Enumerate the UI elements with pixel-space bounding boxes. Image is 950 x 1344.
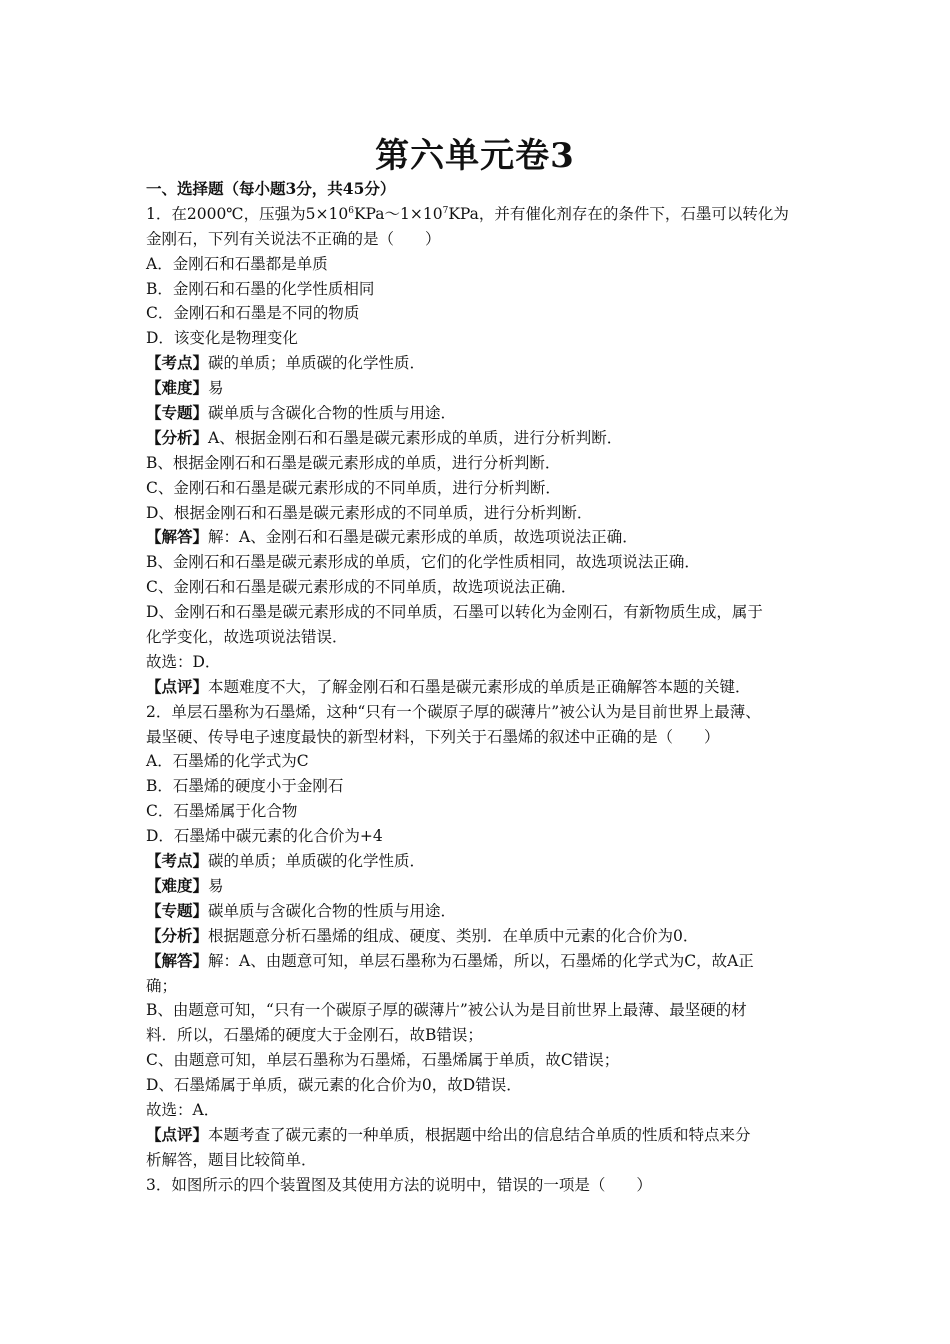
section-heading: 一、选择题（每小题3分，共45分） — [146, 179, 396, 198]
q1-option-c: C．金刚石和石墨是不同的物质 — [146, 304, 360, 323]
q1-jieda-line3: C、金刚石和石墨是碳元素形成的不同单质，故选项说法正确． — [146, 578, 577, 597]
q2-jieda-line2: 确； — [146, 976, 178, 995]
q2-kaodian: 【考点】碳的单质；单质碳的化学性质． — [146, 851, 426, 871]
q2-zhuanti: 【专题】碳单质与含碳化合物的性质与用途． — [146, 900, 457, 920]
q2-option-b: B．石墨烯的硬度小于金刚石 — [146, 777, 344, 796]
q2-option-d: D．石墨烯中碳元素的化合价为+4 — [146, 827, 383, 846]
q1-jieda-line5: 化学变化，故选项说法错误． — [146, 628, 348, 647]
q2-dianping-line2: 析解答，题目比较简单． — [146, 1150, 317, 1169]
q1-fenxi-line3: C、金刚石和石墨是碳元素形成的不同单质，进行分析判断． — [146, 478, 561, 497]
q2-stem-line2: 最坚硬、传导电子速度最快的新型材料，下列关于石墨烯的叙述中正确的是（ ） — [146, 727, 720, 746]
q1-answer: 故选：D． — [146, 652, 221, 671]
q1-jieda-line1: 【解答】解：A、金刚石和石墨是碳元素形成的单质，故选项说法正确． — [146, 527, 638, 547]
q2-option-a: A．石墨烯的化学式为C — [146, 752, 309, 771]
q1-nandu: 【难度】易 — [146, 378, 224, 398]
q2-jieda-line5: C、由题意可知，单层石墨称为石墨烯，石墨烯属于单质，故C错误； — [146, 1051, 620, 1070]
q2-jieda-line3: B、由题意可知，“只有一个碳原子厚的碳薄片”被公认为是目前世界上最薄、最坚硬的材 — [146, 1001, 747, 1020]
q3-stem: 3．如图所示的四个装置图及其使用方法的说明中，错误的一项是（ ） — [146, 1175, 652, 1194]
q1-kaodian: 【考点】碳的单质；单质碳的化学性质． — [146, 353, 426, 373]
q1-fenxi-line1: 【分析】A、根据金刚石和石墨是碳元素形成的单质，进行分析判断． — [146, 427, 623, 447]
q1-option-d: D．该变化是物理变化 — [146, 329, 298, 348]
q2-fenxi: 【分析】根据题意分析石墨烯的组成、硬度、类别．在单质中元素的化合价为0． — [146, 925, 699, 945]
q2-stem-line1: 2．单层石墨称为石墨烯，这种“只有一个碳原子厚的碳薄片”被公认为是目前世界上最薄、 — [146, 702, 761, 721]
q1-stem-line1: 1．在2000℃，压强为$5\times 10^6KPa\sim 1\times 10^7KPa$，并有催化剂存在的条件下，石墨可以转化为 — [146, 204, 789, 223]
q1-fenxi-line4: D、根据金刚石和石墨是碳元素形成的不同单质，进行分析判断． — [146, 503, 593, 522]
q1-jieda-line2: B、金刚石和石墨是碳元素形成的单质，它们的化学性质相同，故选项说法正确． — [146, 553, 700, 572]
document-body — [146, 177, 814, 1198]
q1-option-b: B．金刚石和石墨的化学性质相同 — [146, 279, 375, 298]
q2-jieda-line6: D、石墨烯属于单质，碳元素的化合价为0，故D错误． — [146, 1076, 522, 1095]
q1-zhuanti: 【专题】碳单质与含碳化合物的性质与用途． — [146, 403, 457, 423]
exponent: 6 — [348, 205, 354, 216]
q2-option-c: C．石墨烯属于化合物 — [146, 802, 298, 821]
q2-dianping-line1: 【点评】本题考查了碳元素的一种单质，根据题中给出的信息结合单质的性质和特点来分 — [146, 1124, 751, 1144]
q2-nandu: 【难度】易 — [146, 875, 224, 895]
q2-jieda-line1: 【解答】解：A、由题意可知，单层石墨称为石墨烯，所以，石墨烯的化学式为C，故A正 — [146, 950, 754, 970]
q2-jieda-line4: 料．所以，石墨烯的硬度大于金刚石，故B错误； — [146, 1026, 483, 1045]
q1-fenxi-line2: B、根据金刚石和石墨是碳元素形成的单质，进行分析判断． — [146, 453, 561, 472]
q2-answer: 故选：A． — [146, 1100, 220, 1119]
exponent: 7 — [442, 205, 449, 216]
q1-option-a: A．金刚石和石墨都是单质 — [146, 254, 328, 273]
page-title: 第六单元卷3 — [375, 136, 575, 176]
q1-stem-line2: 金刚石，下列有关说法不正确的是（ ） — [146, 229, 441, 248]
q1-dianping: 【点评】本题难度不大，了解金刚石和石墨是碳元素形成的单质是正确解答本题的关键． — [146, 676, 751, 696]
q1-jieda-line4: D、金刚石和石墨是碳元素形成的不同单质，石墨可以转化为金刚石，有新物质生成，属于 — [146, 603, 763, 622]
